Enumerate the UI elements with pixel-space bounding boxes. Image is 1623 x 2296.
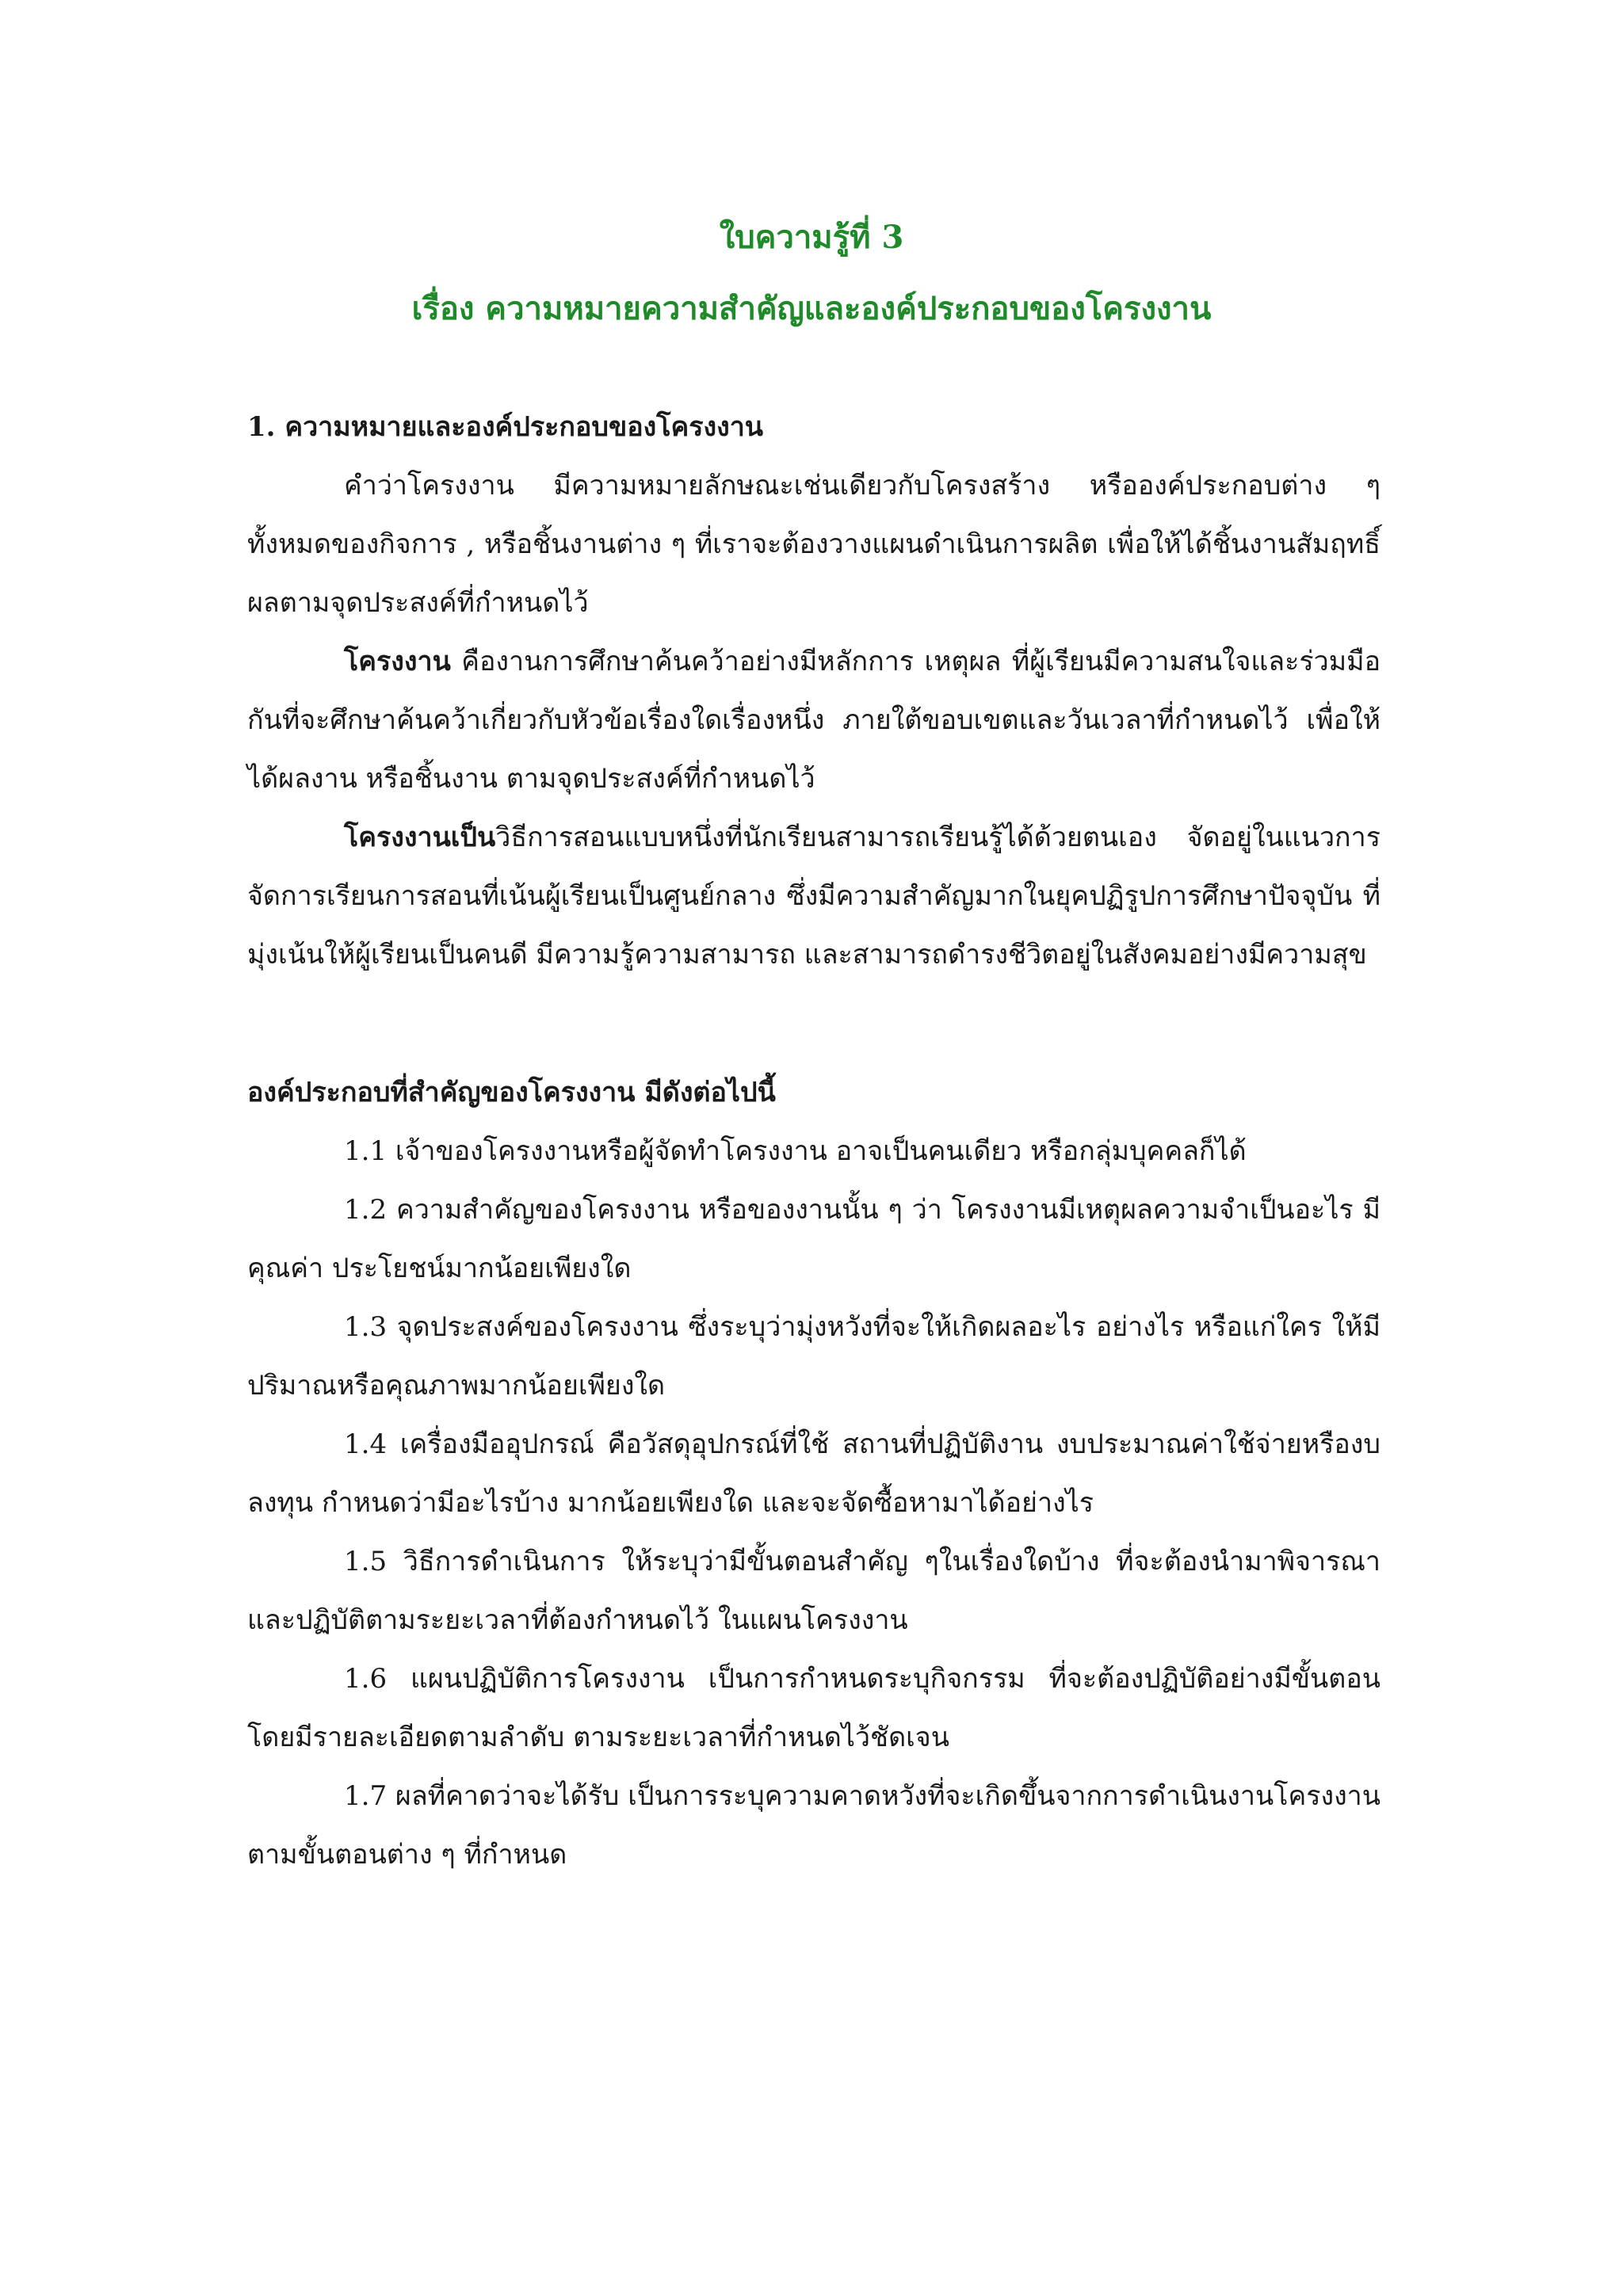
paragraph-text: คืองานการศึกษาค้นคว้าอย่างมีหลักการ เหตุผล ที่ผู้เรียนมีความสนใจและร่วมมือกันที่จะศึกษาค้นคว้าเกี่ยวกับหัวข้อเรื่องใดเรื่องหนึ่ง ภายใต้ขอบเขตและวันเวลาที่กำหนดไว้ เพื่อให้ได้ผลงาน หรือชิ้นงาน ตามจุดประสงค์ที่กำหนดไว้ xyxy=(247,646,1381,795)
list-item: 1.6 แผนปฏิบัติการโครงงาน เป็นการกำหนดระบุกิจกรรม ที่จะต้องปฏิบัติอย่างมีขั้นตอนโดยมีรายละเอียดตามลำดับ ตามระยะเวลาที่กำหนดไว้ชัดเจน xyxy=(247,1663,1381,1753)
list-item: 1.1 เจ้าของโครงงานหรือผู้จัดทำโครงงาน อาจเป็นคนเดียว หรือกลุ่มบุคคลก็ได้ xyxy=(344,1135,1247,1167)
section-gap xyxy=(247,984,1381,1063)
section-heading-1: 1. ความหมายและองค์ประกอบของโครงงาน xyxy=(247,411,764,443)
list-item: 1.7 ผลที่คาดว่าจะได้รับ เป็นการระบุความคาดหวังที่จะเกิดขึ้นจากการดำเนินงานโครงงาน ตามขั้นตอนต่าง ๆ ที่กำหนด xyxy=(247,1780,1381,1871)
paragraph-definition: คำว่าโครงงาน มีความหมายลักษณะเช่นเดียวกับโครงสร้าง หรือองค์ประกอบต่าง ๆ ทั้งหมดของกิจการ , หรือชิ้นงานต่าง ๆ ที่เราจะต้องวางแผนดำเนินการผลิต เพื่อให้ได้ชิ้นงานสัมฤทธิ์ผลตามจุดประสงค์ที่กำหนดไว้ xyxy=(247,470,1381,619)
section-heading-components: องค์ประกอบที่สำคัญของโครงงาน มีดังต่อไปนี้ xyxy=(247,1077,776,1108)
paragraph-bold-term: โครงงานเป็น xyxy=(344,822,496,853)
document-body xyxy=(247,398,1381,1884)
paragraph-bold-term: โครงงาน xyxy=(344,646,451,677)
page-title: ใบความรู้ที่ 3 xyxy=(719,219,904,256)
list-item: 1.4 เครื่องมืออุปกรณ์ คือวัสดุอุปกรณ์ที่ใช้ สถานที่ปฏิบัติงาน งบประมาณค่าใช้จ่ายหรืองบลงทุน กำหนดว่ามีอะไรบ้าง มากน้อยเพียงใด และจะจัดซื้อหามาได้อย่างไร xyxy=(247,1428,1381,1519)
list-item: 1.5 วิธีการดำเนินการ ให้ระบุว่ามีขั้นตอนสำคัญ ๆในเรื่องใดบ้าง ที่จะต้องนำมาพิจารณาและปฏิบัติตามระยะเวลาที่ต้องกำหนดไว้ ในแผนโครงงาน xyxy=(247,1546,1381,1636)
paragraph-text: วิธีการสอนแบบหนึ่งที่นักเรียนสามารถเรียนรู้ได้ด้วยตนเอง จัดอยู่ในแนวการจัดการเรียนการสอนที่เน้นผู้เรียนเป็นศูนย์กลาง ซึ่งมีความสำคัญมากในยุคปฏิรูปการศึกษาปัจจุบัน ที่มุ่งเน้นให้ผู้เรียนเป็นคนดี มีความรู้ความสามารถ และสามารถดำรงชีวิตอยู่ในสังคมอย่างมีความสุข xyxy=(247,822,1381,971)
paragraph-project-method xyxy=(247,808,1381,984)
paragraph-project-meaning xyxy=(247,632,1381,808)
list-item: 1.2 ความสำคัญของโครงงาน หรือของงานนั้น ๆ ว่า โครงงานมีเหตุผลความจำเป็นอะไร มีคุณค่า ประโยชน์มากน้อยเพียงใด xyxy=(247,1194,1381,1284)
list-item: 1.3 จุดประสงค์ของโครงงาน ซึ่งระบุว่ามุ่งหวังที่จะให้เกิดผลอะไร อย่างไร หรือแก่ใคร ให้มีปริมาณหรือคุณภาพมากน้อยเพียงใด xyxy=(247,1311,1381,1402)
page-subtitle: เรื่อง ความหมายความสำคัญและองค์ประกอบของโครงงาน xyxy=(411,290,1212,327)
title-block xyxy=(0,202,1623,345)
